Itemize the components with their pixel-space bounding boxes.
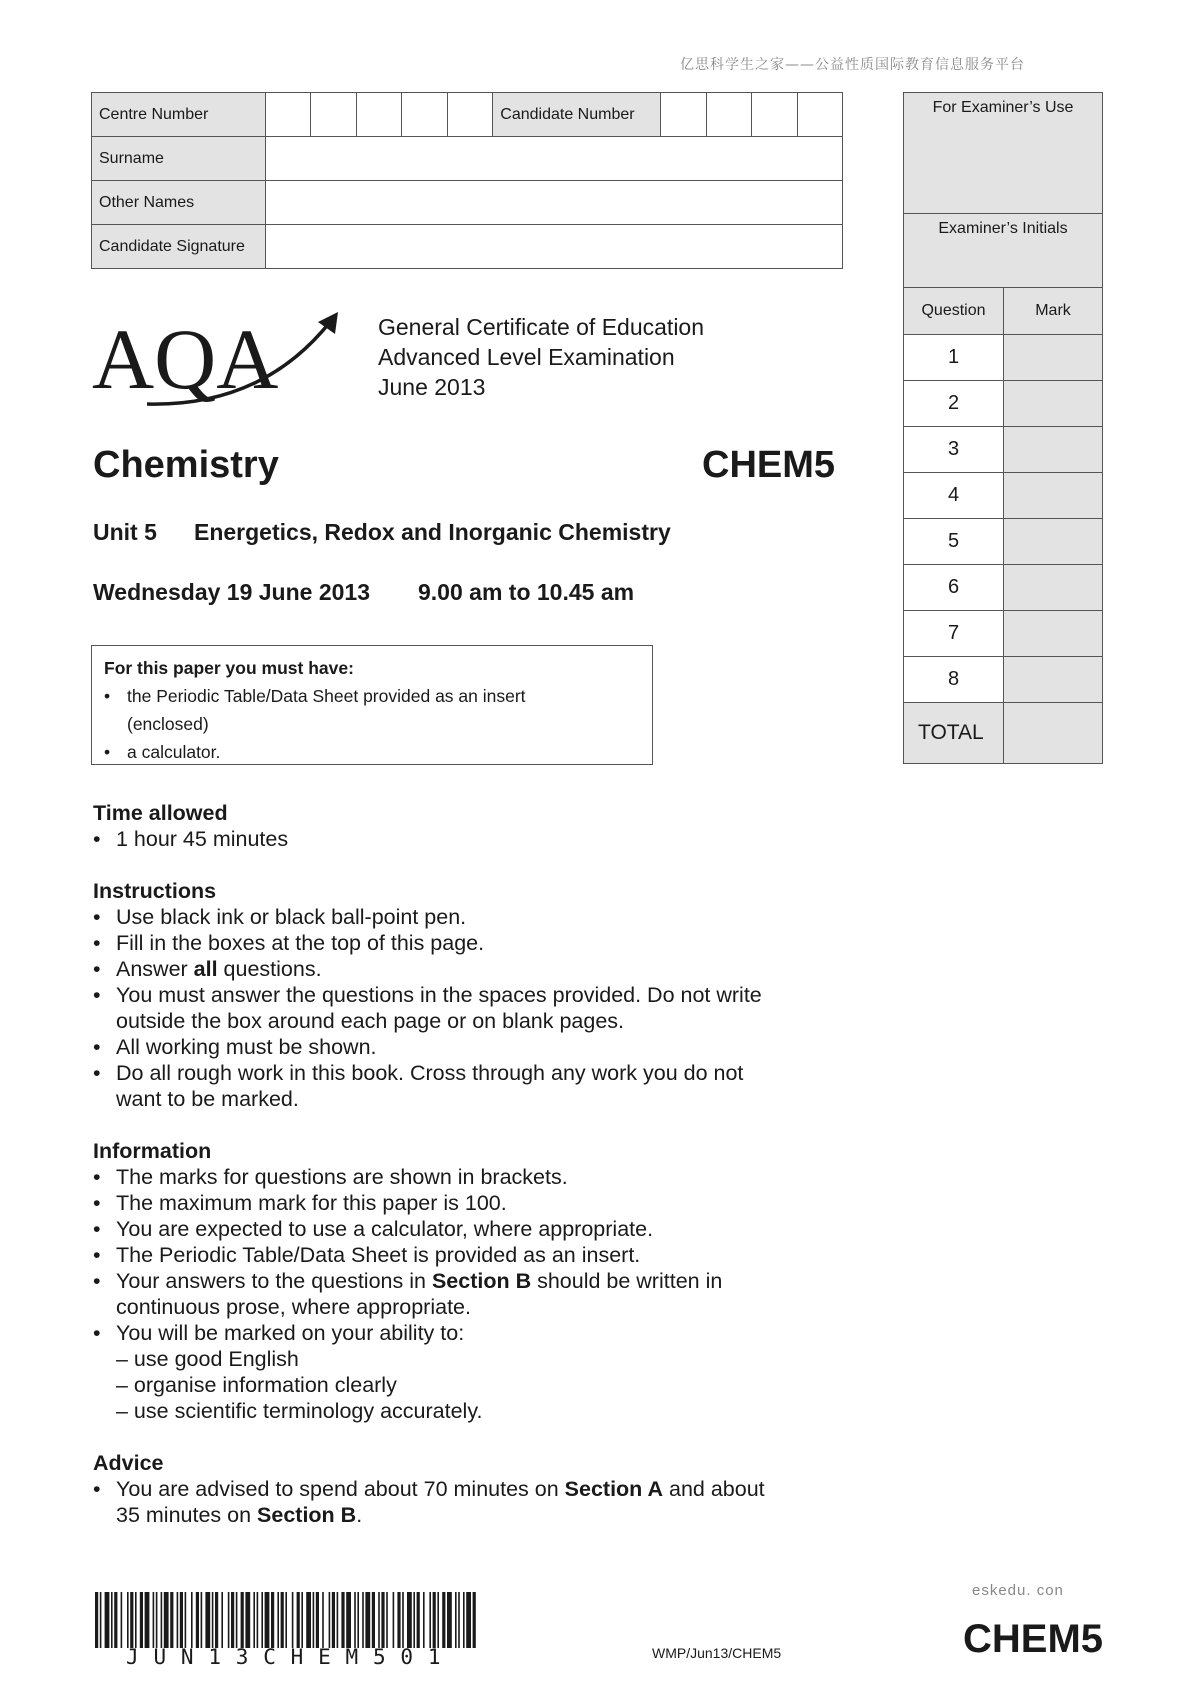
- bullet: •: [93, 931, 101, 955]
- mark-cell[interactable]: [1004, 657, 1103, 703]
- bullet: •: [93, 905, 101, 929]
- surname-label: Surname: [92, 137, 266, 181]
- list-item: [104, 682, 640, 710]
- instructions-section: [93, 878, 853, 1112]
- centre-number-box[interactable]: [447, 93, 492, 137]
- section-heading: Information: [93, 1139, 212, 1163]
- question-number: 6: [904, 565, 1004, 611]
- sub-list-item: – organise information clearly: [116, 1373, 397, 1397]
- mark-cell[interactable]: [1004, 611, 1103, 657]
- list-item-continuation: want to be marked.: [116, 1087, 299, 1111]
- bullet: •: [104, 686, 111, 706]
- bullet: •: [104, 742, 111, 762]
- list-item-text: The maximum mark for this paper is 100.: [116, 1191, 507, 1215]
- must-have-box: [91, 645, 653, 765]
- bullet: •: [93, 1061, 101, 1085]
- candidate-details-table: [91, 92, 843, 269]
- list-item-continuation: 35 minutes on Section B.: [116, 1503, 363, 1527]
- must-have-heading: For this paper you must have:: [104, 658, 354, 678]
- question-number: 3: [904, 427, 1004, 473]
- bullet: •: [93, 1217, 101, 1241]
- qualification-block: [378, 312, 704, 402]
- unit-number: Unit 5: [93, 519, 157, 545]
- signature-field[interactable]: [265, 225, 842, 269]
- list-item-text: the Periodic Table/Data Sheet provided as an insert: [127, 686, 526, 706]
- mark-cell[interactable]: [1004, 381, 1103, 427]
- list-item: [93, 1034, 853, 1060]
- unit-title: Energetics, Redox and Inorganic Chemistry: [194, 519, 671, 545]
- paper-reference: WMP/Jun13/CHEM5: [652, 1645, 782, 1661]
- signature-label: Candidate Signature: [92, 225, 266, 269]
- other-names-field[interactable]: [265, 181, 842, 225]
- logo-text: AQA: [92, 312, 279, 407]
- surname-field[interactable]: [265, 137, 842, 181]
- date-line: [93, 579, 634, 606]
- bullet: •: [93, 827, 101, 851]
- bullet: •: [93, 957, 101, 981]
- bullet: •: [93, 1191, 101, 1215]
- aqa-logo: [92, 312, 342, 408]
- list-item-text: You will be marked on your ability to:: [116, 1321, 465, 1345]
- mark-cell[interactable]: [1004, 427, 1103, 473]
- centre-number-box[interactable]: [356, 93, 401, 137]
- list-item-text: Answer all questions.: [116, 957, 322, 981]
- list-item: [104, 738, 640, 766]
- list-item-continuation: continuous prose, where appropriate.: [116, 1295, 471, 1319]
- list-item-text: Your answers to the questions in Section B should be written in: [116, 1269, 723, 1293]
- examiner-initials-label: Examiner’s Initials: [904, 214, 1103, 288]
- list-item-text: Fill in the boxes at the top of this page.: [116, 931, 485, 955]
- footer-paper-code: CHEM5: [963, 1617, 1104, 1661]
- list-item-text: (enclosed): [127, 714, 209, 734]
- list-item-text: The Periodic Table/Data Sheet is provided as an insert.: [116, 1243, 641, 1267]
- total-mark-cell[interactable]: [1004, 703, 1103, 764]
- list-item-text: a calculator.: [127, 742, 221, 762]
- time-allowed-section: [93, 800, 853, 852]
- list-item-text: You are expected to use a calculator, where appropriate.: [116, 1217, 654, 1241]
- mark-cell[interactable]: [1004, 335, 1103, 381]
- centre-number-box[interactable]: [265, 93, 310, 137]
- exam-date: Wednesday 19 June 2013: [93, 579, 370, 605]
- bullet: •: [93, 1035, 101, 1059]
- question-number: 7: [904, 611, 1004, 657]
- list-item-text: You are advised to spend about 70 minutes on Section A and about: [116, 1477, 765, 1501]
- list-item: [93, 1164, 853, 1190]
- examiner-use-header: For Examiner’s Use: [904, 93, 1103, 214]
- total-label: TOTAL: [904, 703, 1004, 764]
- question-number: 5: [904, 519, 1004, 565]
- list-item: [93, 956, 853, 982]
- qualification-line: General Certificate of Education: [378, 314, 705, 340]
- other-names-label: Other Names: [92, 181, 266, 225]
- mark-column-header: Mark: [1004, 288, 1103, 335]
- barcode: [95, 1592, 477, 1648]
- site-watermark: eskedu. con: [972, 1582, 1064, 1599]
- section-heading: Time allowed: [93, 801, 228, 825]
- list-item: [93, 904, 853, 930]
- mark-cell[interactable]: [1004, 473, 1103, 519]
- list-item: [104, 710, 640, 738]
- list-item: [93, 826, 853, 852]
- list-item-text: The marks for questions are shown in brackets.: [116, 1165, 568, 1189]
- section-heading: Advice: [93, 1451, 164, 1475]
- bullet: •: [93, 1321, 101, 1345]
- mark-cell[interactable]: [1004, 519, 1103, 565]
- list-item-text: Use black ink or black ball-point pen.: [116, 905, 467, 929]
- advice-section: [93, 1450, 853, 1528]
- list-item: [93, 1216, 853, 1242]
- watermark-text: 亿思科学生之家——公益性质国际教育信息服务平台: [680, 57, 1025, 73]
- question-column-header: Question: [904, 288, 1004, 335]
- series-line: June 2013: [378, 374, 486, 400]
- subject-title: Chemistry: [93, 444, 279, 486]
- sub-list-item: – use scientific terminology accurately.: [116, 1399, 483, 1423]
- information-section: [93, 1138, 853, 1424]
- list-item-text: You must answer the questions in the spaces provided. Do not write: [116, 983, 762, 1007]
- barcode-text: JUN13CHEM501: [126, 1645, 456, 1669]
- exam-time: 9.00 am to 10.45 am: [418, 579, 635, 605]
- candidate-number-label: Candidate Number: [493, 93, 661, 137]
- list-item: [93, 1190, 853, 1216]
- sub-list-item: – use good English: [116, 1347, 299, 1371]
- level-line: Advanced Level Examination: [378, 344, 675, 370]
- list-item-text: Do all rough work in this book. Cross through any work you do not: [116, 1061, 744, 1085]
- question-number: 4: [904, 473, 1004, 519]
- list-item: [93, 1242, 853, 1268]
- centre-number-label: Centre Number: [92, 93, 266, 137]
- bullet: •: [93, 1165, 101, 1189]
- candidate-number-box[interactable]: [706, 93, 751, 137]
- candidate-number-box[interactable]: [661, 93, 706, 137]
- question-number: 1: [904, 335, 1004, 381]
- bullet: •: [93, 1477, 101, 1501]
- list-item-continuation: outside the box around each page or on blank pages.: [116, 1009, 625, 1033]
- mark-cell[interactable]: [1004, 565, 1103, 611]
- list-item-text: All working must be shown.: [116, 1035, 377, 1059]
- centre-number-box[interactable]: [311, 93, 356, 137]
- list-item: [93, 930, 853, 956]
- paper-code: CHEM5: [702, 444, 836, 486]
- question-number: 8: [904, 657, 1004, 703]
- list-item: [93, 1268, 853, 1294]
- question-number: 2: [904, 381, 1004, 427]
- examiner-use-table: [903, 92, 1103, 764]
- bullet: •: [93, 983, 101, 1007]
- list-item: [93, 982, 853, 1008]
- list-item: [93, 1476, 853, 1502]
- centre-number-box[interactable]: [402, 93, 447, 137]
- bullet: •: [93, 1243, 101, 1267]
- list-item-text: 1 hour 45 minutes: [116, 827, 289, 851]
- bullet: •: [93, 1269, 101, 1293]
- section-heading: Instructions: [93, 879, 217, 903]
- list-item: [93, 1320, 853, 1346]
- unit-line: [93, 519, 671, 546]
- candidate-number-box[interactable]: [752, 93, 797, 137]
- list-item: [93, 1060, 853, 1086]
- candidate-number-box[interactable]: [797, 93, 843, 137]
